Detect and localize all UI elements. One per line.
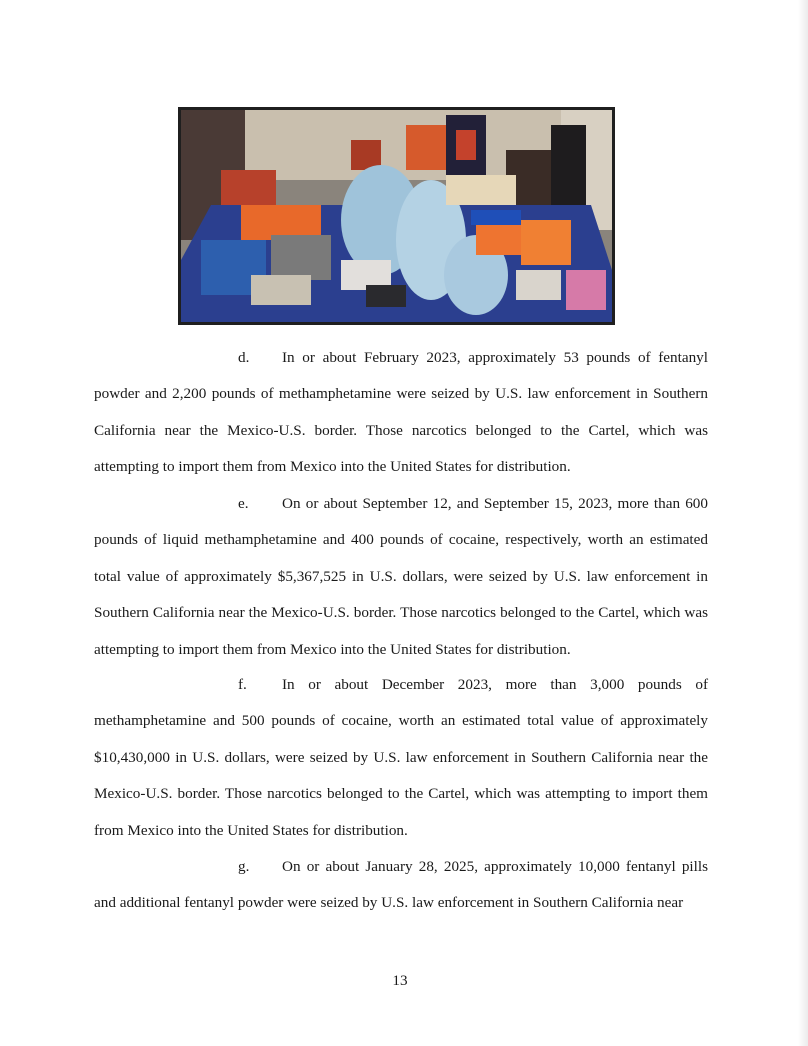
- paragraph-text-e: On or about September 12, and September 15, 2023, more than 600 pounds of liquid methamphetamine and 400 pounds of cocaine, respectively, worth an estimated total value of approximately $5,367,525 in U.S. dollars, were seized by U.S. law enforcement in Southern California near the Mexico-U.S. border. Those narcotics belonged to the Cartel, which was attempting to import them from Mexico into the United States for distribution.: [94, 495, 708, 658]
- paragraph-text-f: In or about December 2023, more than 3,000 pounds of methamphetamine and 500 pounds of cocaine, worth an estimated total value of approximately $10,430,000 in U.S. dollars, were seized by U.S. law enforcement in Southern California near the Mexico-U.S. border. Those narcotics belonged to the Cartel, which was attempting to import them from Mexico into the United States for distribution.: [94, 676, 708, 839]
- paragraph-marker-d: d.: [238, 349, 250, 366]
- paragraph-marker-e: e.: [238, 495, 249, 512]
- paragraph-text-d: In or about February 2023, approximately 53 pounds of fentanyl powder and 2,200 pounds of methamphetamine were seized by U.S. law enforcement in Southern California near the Mexico-U.S. border. Those narcotics belonged to the Cartel, which was attempting to import them from Mexico into the United States for distribution.: [94, 349, 708, 476]
- paragraph-marker-f: f.: [238, 676, 247, 693]
- paragraph-marker-g: g.: [238, 858, 250, 875]
- page-number: 13: [392, 972, 408, 989]
- paragraph-text-g: On or about January 28, 2025, approximately 10,000 fentanyl pills and additional fentanyl powder were seized by U.S. law enforcement in Southern California near: [94, 858, 708, 912]
- paragraph-f: [94, 667, 708, 849]
- paragraph-d: [94, 340, 708, 486]
- paragraph-g: [94, 849, 708, 922]
- seized-narcotics-illustration: [181, 110, 612, 322]
- seized-narcotics-photo: [178, 107, 615, 325]
- page-edge-shadow: [798, 0, 808, 1046]
- paragraph-e: [94, 486, 708, 668]
